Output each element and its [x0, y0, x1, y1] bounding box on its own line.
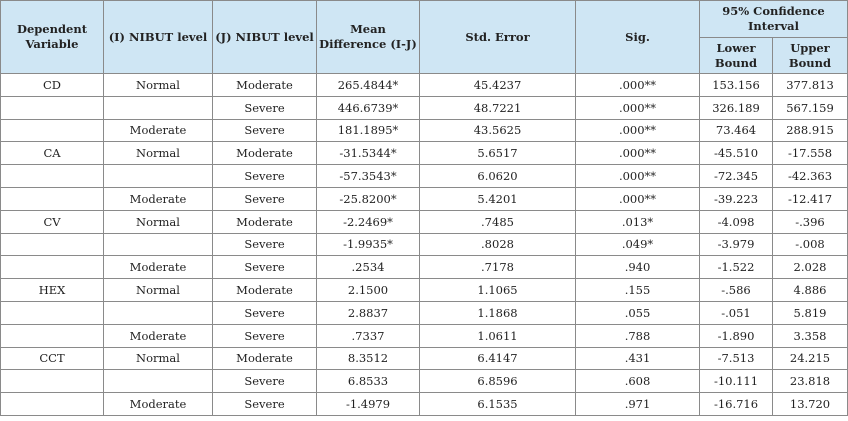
table-row — [1, 301, 848, 324]
mean-difference-cell: -25.8200* — [317, 187, 420, 210]
lower-bound-cell: -45.510 — [700, 142, 773, 165]
i-level-cell — [104, 233, 213, 256]
sig-cell: .788 — [576, 324, 700, 347]
sig-cell: .049* — [576, 233, 700, 256]
upper-bound-cell: -17.558 — [773, 142, 848, 165]
mean-difference-cell: 2.8837 — [317, 301, 420, 324]
dependent-variable-cell — [1, 256, 104, 279]
mean-difference-cell: .2534 — [317, 256, 420, 279]
j-level-cell: Severe — [213, 233, 317, 256]
dependent-variable-cell — [1, 393, 104, 416]
i-level-cell: Moderate — [104, 256, 213, 279]
sig-cell: .000** — [576, 96, 700, 119]
i-level-cell: Normal — [104, 142, 213, 165]
table-row — [1, 279, 848, 302]
std-error-cell: 5.6517 — [420, 142, 576, 165]
table-row — [1, 210, 848, 233]
mean-difference-cell: 181.1895* — [317, 119, 420, 142]
dependent-variable-cell: CD — [1, 74, 104, 97]
dependent-variable-cell: CA — [1, 142, 104, 165]
lower-bound-cell: -16.716 — [700, 393, 773, 416]
sig-cell: .000** — [576, 142, 700, 165]
upper-bound-cell: -42.363 — [773, 165, 848, 188]
mean-difference-cell: 2.1500 — [317, 279, 420, 302]
table-row — [1, 256, 848, 279]
lower-bound-cell: 73.464 — [700, 119, 773, 142]
std-error-cell: .8028 — [420, 233, 576, 256]
std-error-cell: 43.5625 — [420, 119, 576, 142]
mean-difference-cell: -31.5344* — [317, 142, 420, 165]
i-level-cell: Moderate — [104, 393, 213, 416]
table-header — [1, 1, 848, 74]
mean-difference-cell: 8.3512 — [317, 347, 420, 370]
i-level-cell: Normal — [104, 279, 213, 302]
std-error-cell: 6.8596 — [420, 370, 576, 393]
i-level-cell — [104, 301, 213, 324]
std-error-cell: 6.4147 — [420, 347, 576, 370]
mean-difference-cell: -1.9935* — [317, 233, 420, 256]
lower-bound-cell: 326.189 — [700, 96, 773, 119]
i-level-cell — [104, 96, 213, 119]
mean-difference-cell: -57.3543* — [317, 165, 420, 188]
std-error-cell: 6.0620 — [420, 165, 576, 188]
sig-cell: .013* — [576, 210, 700, 233]
j-level-cell: Severe — [213, 301, 317, 324]
i-level-cell: Normal — [104, 74, 213, 97]
std-error-cell: 1.0611 — [420, 324, 576, 347]
mean-difference-cell: -1.4979 — [317, 393, 420, 416]
header-i-level: (I) NIBUT level — [104, 1, 213, 74]
dependent-variable-cell — [1, 119, 104, 142]
lower-bound-cell: -39.223 — [700, 187, 773, 210]
dependent-variable-cell — [1, 324, 104, 347]
sig-cell: .000** — [576, 187, 700, 210]
upper-bound-cell: 3.358 — [773, 324, 848, 347]
i-level-cell: Moderate — [104, 187, 213, 210]
header-sig: Sig. — [576, 1, 700, 74]
sig-cell: .608 — [576, 370, 700, 393]
lower-bound-cell: 153.156 — [700, 74, 773, 97]
sig-cell: .155 — [576, 279, 700, 302]
j-level-cell: Moderate — [213, 279, 317, 302]
dependent-variable-cell — [1, 165, 104, 188]
j-level-cell: Severe — [213, 165, 317, 188]
i-level-cell: Normal — [104, 210, 213, 233]
dependent-variable-cell — [1, 370, 104, 393]
lower-bound-cell: -10.111 — [700, 370, 773, 393]
dependent-variable-cell: CV — [1, 210, 104, 233]
upper-bound-cell: -12.417 — [773, 187, 848, 210]
lower-bound-cell: -1.522 — [700, 256, 773, 279]
j-level-cell: Severe — [213, 370, 317, 393]
j-level-cell: Severe — [213, 324, 317, 347]
mean-difference-cell: 265.4844* — [317, 74, 420, 97]
sig-cell: .000** — [576, 74, 700, 97]
lower-bound-cell: -3.979 — [700, 233, 773, 256]
dependent-variable-cell: CCT — [1, 347, 104, 370]
mean-difference-cell: -2.2469* — [317, 210, 420, 233]
i-level-cell — [104, 370, 213, 393]
upper-bound-cell: 2.028 — [773, 256, 848, 279]
lower-bound-cell: -.586 — [700, 279, 773, 302]
table-row — [1, 393, 848, 416]
mean-difference-cell: .7337 — [317, 324, 420, 347]
table-row — [1, 347, 848, 370]
header-std-error: Std. Error — [420, 1, 576, 74]
std-error-cell: 48.7221 — [420, 96, 576, 119]
upper-bound-cell: 288.915 — [773, 119, 848, 142]
dependent-variable-cell — [1, 233, 104, 256]
header-mean-difference: Mean Difference (I-J) — [317, 1, 420, 74]
mean-difference-cell: 6.8533 — [317, 370, 420, 393]
table-row — [1, 233, 848, 256]
header-j-level: (J) NIBUT level — [213, 1, 317, 74]
table-body — [1, 74, 848, 416]
j-level-cell: Moderate — [213, 142, 317, 165]
table-row — [1, 165, 848, 188]
std-error-cell: 1.1868 — [420, 301, 576, 324]
upper-bound-cell: 23.818 — [773, 370, 848, 393]
i-level-cell: Moderate — [104, 119, 213, 142]
lower-bound-cell: -72.345 — [700, 165, 773, 188]
sig-cell: .971 — [576, 393, 700, 416]
upper-bound-cell: 13.720 — [773, 393, 848, 416]
dependent-variable-cell — [1, 301, 104, 324]
sig-cell: .940 — [576, 256, 700, 279]
header-dependent-variable: Dependent Variable — [1, 1, 104, 74]
header-lower-bound: Lower Bound — [700, 38, 773, 74]
sig-cell: .431 — [576, 347, 700, 370]
lower-bound-cell: -1.890 — [700, 324, 773, 347]
dependent-variable-cell — [1, 96, 104, 119]
header-upper-bound: Upper Bound — [773, 38, 848, 74]
i-level-cell — [104, 165, 213, 188]
table-row — [1, 187, 848, 210]
std-error-cell: .7485 — [420, 210, 576, 233]
std-error-cell: 5.4201 — [420, 187, 576, 210]
table-row — [1, 74, 848, 97]
upper-bound-cell: 567.159 — [773, 96, 848, 119]
i-level-cell: Moderate — [104, 324, 213, 347]
upper-bound-cell: -.008 — [773, 233, 848, 256]
mean-difference-cell: 446.6739* — [317, 96, 420, 119]
j-level-cell: Severe — [213, 187, 317, 210]
j-level-cell: Severe — [213, 96, 317, 119]
std-error-cell: 45.4237 — [420, 74, 576, 97]
upper-bound-cell: 377.813 — [773, 74, 848, 97]
upper-bound-cell: -.396 — [773, 210, 848, 233]
table-row — [1, 119, 848, 142]
j-level-cell: Severe — [213, 393, 317, 416]
table-row — [1, 370, 848, 393]
lower-bound-cell: -4.098 — [700, 210, 773, 233]
j-level-cell: Moderate — [213, 74, 317, 97]
std-error-cell: 6.1535 — [420, 393, 576, 416]
header-confidence-interval: 95% Confidence Interval — [700, 1, 848, 38]
j-level-cell: Severe — [213, 256, 317, 279]
dependent-variable-cell: HEX — [1, 279, 104, 302]
table-row — [1, 96, 848, 119]
lower-bound-cell: -.051 — [700, 301, 773, 324]
sig-cell: .000** — [576, 165, 700, 188]
upper-bound-cell: 4.886 — [773, 279, 848, 302]
lower-bound-cell: -7.513 — [700, 347, 773, 370]
upper-bound-cell: 24.215 — [773, 347, 848, 370]
sig-cell: .055 — [576, 301, 700, 324]
j-level-cell: Severe — [213, 119, 317, 142]
dependent-variable-cell — [1, 187, 104, 210]
table-row — [1, 142, 848, 165]
sig-cell: .000** — [576, 119, 700, 142]
std-error-cell: 1.1065 — [420, 279, 576, 302]
j-level-cell: Moderate — [213, 210, 317, 233]
i-level-cell: Normal — [104, 347, 213, 370]
table-row — [1, 324, 848, 347]
std-error-cell: .7178 — [420, 256, 576, 279]
upper-bound-cell: 5.819 — [773, 301, 848, 324]
j-level-cell: Moderate — [213, 347, 317, 370]
